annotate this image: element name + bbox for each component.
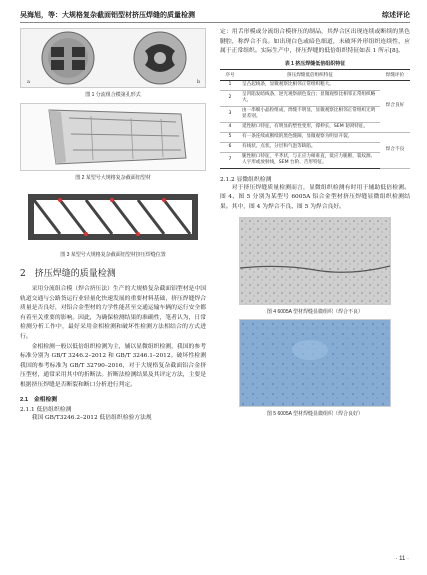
table-cell-desc: 有线状、点状、分层和气泡等缺陷。: [240, 142, 380, 152]
table-cell-no: 4: [220, 122, 240, 132]
micrograph-poor-image: [240, 218, 390, 304]
section-2-1-1-title: 2.1.1 低倍组织检测: [20, 406, 72, 413]
section-2-1-2-paragraph: 对于挤压焊缝质量检测而言，显微组织检测有时用于辅助低倍检测。图 4、图 5 分别为某型号 6005A 铝合金型材挤压焊缝显微组织检测结果。其中，图 4 为焊合不良、图 5 为焊合良好。: [220, 184, 410, 210]
table-cell-no: 3: [220, 106, 240, 122]
left-column: [20, 28, 206, 423]
die-photos-image: [21, 29, 207, 87]
figure-5-caption: 图 5 6005A 型材焊缝显微组织（焊合良好）: [266, 410, 364, 417]
figure-1-die-photos: [20, 28, 206, 88]
table-row: [220, 80, 410, 90]
weld-position-diagram: [20, 186, 206, 248]
table-cell-desc: 呈凸起线条，显微观察比相邻正常组织粗大。: [240, 80, 380, 90]
section-2-paragraph-2: 金相检测一般以低倍组织检测为主，辅以显微组织检测，我国的参考标准分别为 GB/T 3246.2–2012 和 GB/T 3246.1–2012。破坏性检测我国的参考标准为 GB/T 32790–2016，对于大规格复杂截面铝合金挤压型材，通常采用其中的折断法。折断法检测结果及其评定方法，主要是根据挤压焊缝是否断裂和断口分析进行判定。: [20, 343, 206, 388]
table-cell-no: 7: [220, 152, 240, 168]
right-column: [220, 28, 410, 417]
table-cell-desc: 呈凹陷发暗线条，逆光观察颜色发白；显微观察比相邻正常组织略大。: [240, 90, 380, 106]
table-eval-good: 焊合良好: [385, 103, 405, 109]
figure-4-caption: 图 4 6005A 型材焊缝显微组织（焊合不良）: [266, 308, 364, 315]
table-cell-eval: [380, 80, 410, 132]
figure-5-micrograph-good: [239, 319, 391, 407]
table-cell-no: 1: [220, 80, 240, 90]
figure-2-caption: 图 2 某型号大规格复杂截面铝型材: [75, 175, 151, 181]
profile-photo-image: [21, 104, 207, 170]
header-column-label: 综述评论: [382, 12, 410, 19]
table-cell-no: 2: [220, 90, 240, 106]
figure-2-profile-photo: [20, 103, 206, 171]
table-1-header-eval: 焊缝评价: [380, 69, 410, 80]
table-cell-desc: 由一串细小晶粒组成，焊缝不明显，显微观察比相邻正常组织无明显差别。: [240, 106, 380, 122]
running-header: [20, 8, 410, 23]
table-1: [220, 69, 410, 169]
header-authors-title: 吴海旭，等：大规格复杂截面铝型材挤压焊缝的质量检测: [20, 12, 195, 19]
section-2-title: 2 挤压焊缝的质量检测: [20, 269, 116, 279]
section-2-1-2-title: 2.1.2 显微组织检测: [220, 176, 272, 183]
table-eval-bad: 焊合不良: [385, 147, 405, 153]
table-1-header-desc: 挤压焊缝低倍组织特征: [240, 69, 380, 80]
section-2-paragraph-1: 采用分流组合模（焊合挤压法）生产的大规格复杂截面铝型材是中国轨道交通与公路货运行业轻量化快速发展的重要材料基础，挤压焊缝焊合质量是否良好，对铝合金型材的力学性能甚至交通运输车辆的运行安全都有着至关重要的影响。因此，为确保检测结果的准确性，笔者认为，日常检测分析工作中，最好采用金相检测和破坏性检测方法相结合的方式进行。: [20, 286, 206, 340]
table-1-header-no: 序号: [220, 69, 240, 80]
table-1-header-row: [220, 69, 410, 80]
figure-1-caption: 图 1 分流组合模第孔形式: [85, 92, 141, 98]
section-2-1-1-paragraph: 我国 GB/T3246.2–2012 低倍组织检验方法规: [31, 414, 152, 421]
micrograph-good-image: [240, 320, 390, 406]
fig1-label-a: a: [27, 79, 30, 85]
figure-3-weld-diagram: [20, 186, 206, 248]
table-1-caption: 表 1 挤压焊缝低倍组织特征: [284, 60, 346, 67]
table-cell-no: 6: [220, 142, 240, 152]
table-cell-no: 5: [220, 132, 240, 142]
right-top-paragraph: 定：用舌形模或分流组合模挤压的制品，其焊合区出现连续或断续的黑色腱腔，称焊合不良。如出现白色或暗色细道，未破坏外形组织连续性，应属于正常组织。实际生产中，挤压焊缝的低倍组织特征如表 1 所示[8]。: [220, 29, 410, 55]
section-2-1-title: 2.1 金相检测: [20, 396, 58, 403]
table-cell-eval: [380, 132, 410, 168]
table-cell-desc: 延性断口特征，有明显的塑性变形，撑伸长，SEM 韧窝特征。: [240, 122, 380, 132]
fig1-label-b: b: [197, 79, 201, 85]
figure-4-micrograph-poor: [239, 217, 391, 305]
figure-3-caption: 图 3 某型号大规格复杂截面铝型材挤压焊缝位置: [60, 252, 166, 258]
page-number: · 11 ·: [395, 556, 409, 562]
table-cell-desc: 有一条连续或断续的黑色缝隙，显微观察为明显开裂。: [240, 132, 380, 142]
table-row: [220, 132, 410, 142]
table-cell-desc: 脆性断口特征，平齐状，与正应力相垂直，低应力脆断，裂纹源、人字形或放射线，SEM 台阶、舌形特征。: [240, 152, 380, 168]
